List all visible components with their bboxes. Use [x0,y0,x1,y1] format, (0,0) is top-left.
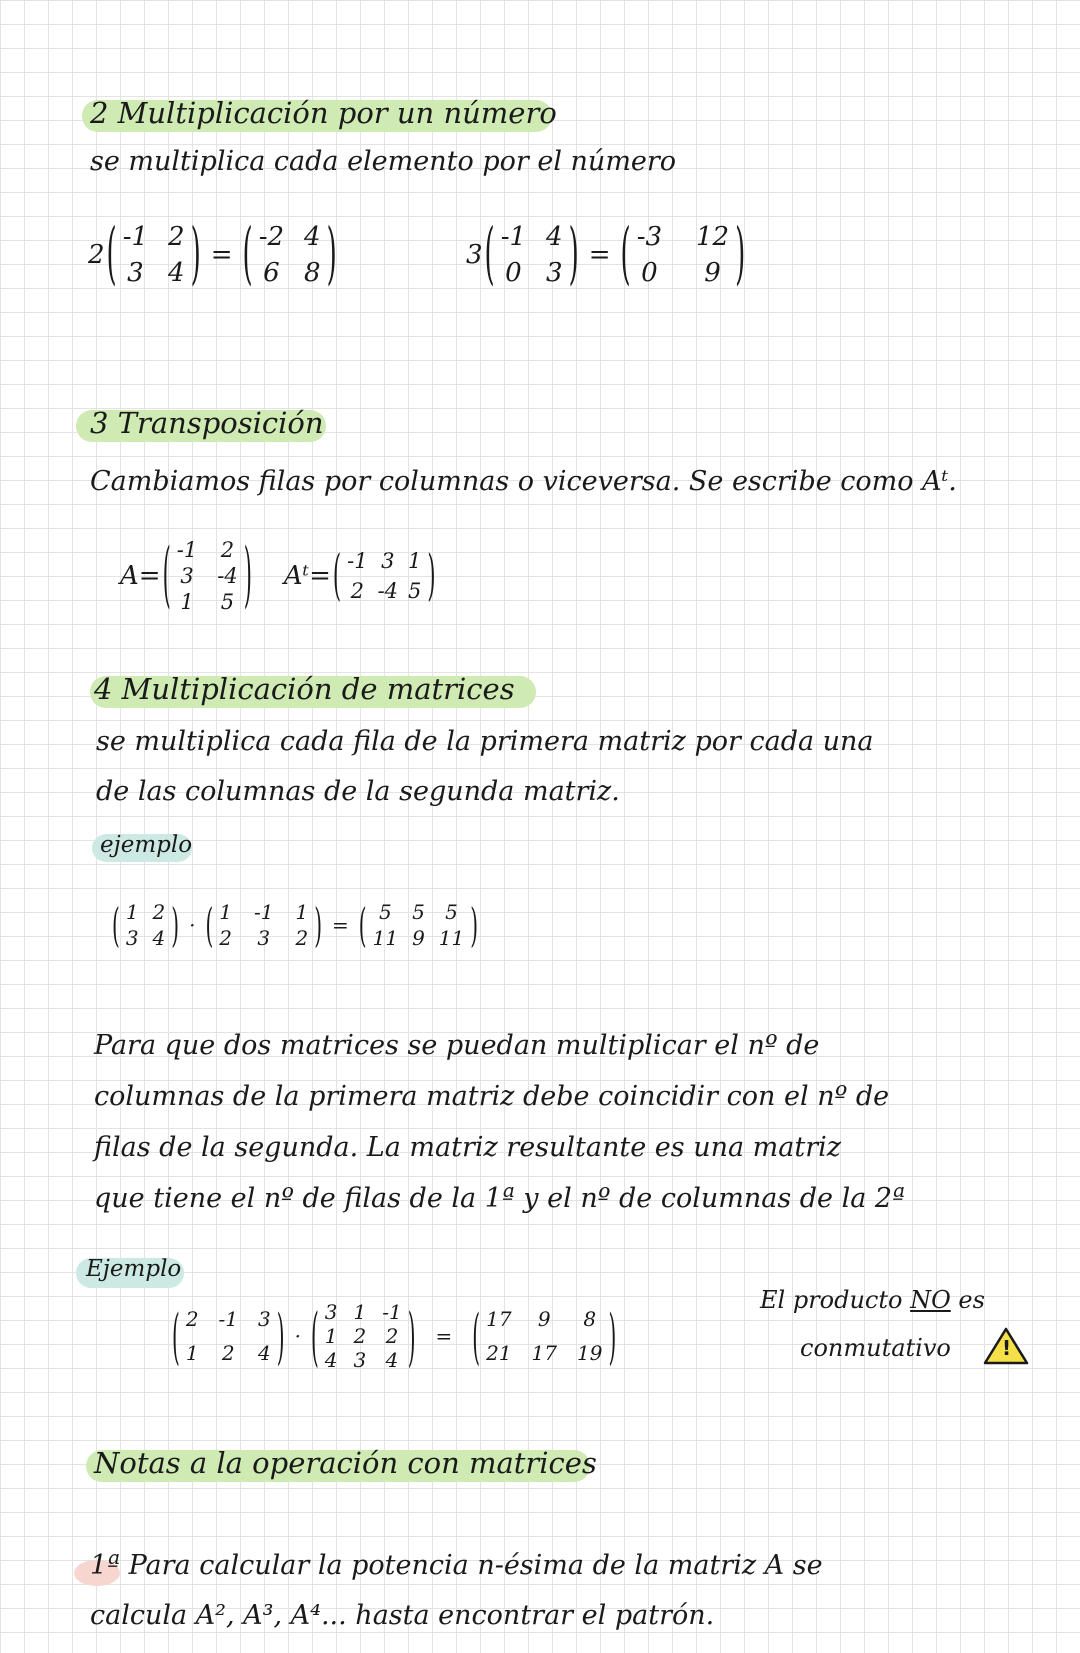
cell: 8 [583,1307,597,1331]
cell: 5 [378,900,392,924]
cell: 11 [372,926,399,950]
scalar: 3 [466,240,483,270]
cell: 2 [219,926,232,950]
close-paren: ) [314,897,323,953]
paragraph-line-3: filas de la segunda. La matriz resultante es una matriz [94,1132,841,1163]
cell: 2 [168,222,185,252]
matrix [126,900,165,950]
open-paren: ( [112,897,120,953]
cell: 5 [220,590,235,614]
section-2-desc: se multiplica cada elemento por el número [90,146,677,177]
section-4-desc-line2: de las columnas de la segunda matriz. [96,776,620,807]
cell: 3 [353,1348,367,1372]
equals: = [435,1324,453,1348]
section-4-title: 4 Multiplicación de matrices [94,672,515,706]
cell: 4 [258,1341,271,1365]
cell: 2 [295,926,309,950]
cell: 2 [385,1324,399,1348]
paragraph-line-1: Para que dos matrices se puedan multiplicar el nº de [94,1030,820,1061]
cell: 11 [438,926,465,950]
matrix-product-example-2 [170,1297,618,1375]
cell: 3 [125,926,139,950]
equals: = [210,240,233,270]
matrix [373,900,465,950]
section-3-desc: Cambiamos filas por columnas o viceversa. Se escribe como Aᵗ. [90,466,957,497]
matrix [123,222,185,288]
matrix [259,222,321,288]
cell: 5 [412,900,425,924]
cell: -1 [347,549,368,573]
cell: 3 [257,926,271,950]
cell: -4 [217,564,238,588]
open-paren: ( [620,216,631,294]
a-label: A= [120,561,161,591]
open-paren: ( [484,216,495,294]
cell: 2 [152,900,166,924]
cell: 3 [381,549,395,573]
close-paren: ) [568,216,579,294]
cell: 2 [220,538,235,562]
cell: 0 [641,258,658,288]
cell: 1 [353,1300,367,1324]
warning-symbol: ! [1002,1336,1012,1360]
example-label: ejemplo [100,832,193,858]
cell: 2 [350,579,365,603]
example-2-label: Ejemplo [86,1256,182,1282]
close-paren: ) [608,1300,617,1372]
cell: 8 [304,258,321,288]
matrix [486,1307,602,1365]
close-paren: ) [276,1300,285,1372]
note-text: El producto [760,1286,911,1314]
cell: 2 [185,1307,199,1331]
matrix-at [347,549,421,603]
cell: 2 [221,1341,235,1365]
close-paren: ) [326,216,337,294]
scalar-example-1 [88,216,339,294]
cell: 4 [168,258,185,288]
matrix-product-example [110,897,480,953]
cell: 17 [531,1341,557,1365]
cell: 21 [486,1341,512,1365]
cell: -1 [254,900,274,924]
open-paren: ( [332,543,342,606]
scalar-example-2 [466,216,747,294]
cell: 4 [324,1348,338,1372]
matrix [501,222,563,288]
cell: 9 [704,258,721,288]
cell: 12 [696,222,730,252]
cell: 5 [408,579,422,603]
open-paren: ( [472,1300,481,1372]
note-line-2: conmutativo [800,1334,951,1362]
notas-item-1-line2: calcula A², A³, A⁴... hasta encontrar el patrón. [90,1600,715,1631]
matrix [186,1307,271,1365]
open-paren: ( [358,897,367,953]
close-paren: ) [171,897,180,953]
open-paren: ( [242,216,253,294]
cell: -2 [258,222,285,252]
cell: 3 [180,564,194,588]
matrix [219,900,308,950]
section-3-title: 3 Transposición [90,406,324,440]
close-paren: ) [735,216,746,294]
cell: 4 [152,926,166,950]
cell: -1 [122,222,149,252]
cell: 1 [185,1341,199,1365]
cell: 3 [546,258,563,288]
cell: 3 [258,1307,271,1331]
cell: -4 [377,579,399,603]
cell: 1 [180,590,194,614]
cell: -1 [500,222,527,252]
note-text: es [950,1286,985,1314]
cell: 1 [295,900,309,924]
open-paren: ( [205,897,214,953]
cell: 1 [324,1324,338,1348]
warning-icon [982,1326,1030,1366]
cell: 3 [127,258,144,288]
close-paren: ) [427,543,436,606]
at-label: Aᵗ= [283,561,331,591]
section-4-desc-line1: se multiplica cada fila de la primera matriz por cada una [96,726,874,757]
close-paren: ) [407,1297,416,1375]
section-2-title: 2 Multiplicación por un número [90,96,557,130]
cell: 17 [486,1307,512,1331]
close-paren: ) [243,533,252,616]
cell: 4 [304,222,321,252]
cell: 9 [412,926,425,950]
cell: 1 [125,900,139,924]
cell: -1 [382,1300,402,1324]
open-paren: ( [172,1300,180,1372]
matrix [325,1300,402,1372]
notas-title: Notas a la operación con matrices [94,1446,597,1480]
cell: 19 [577,1341,603,1365]
cell: 6 [263,258,280,288]
equals: = [588,240,611,270]
dot: · [189,913,196,937]
cell: 1 [408,549,422,573]
note-line-1 [760,1286,985,1314]
cell: 5 [445,900,458,924]
open-paren: ( [310,1297,319,1375]
notas-item-1-line1: 1ª Para calcular la potencia n-ésima de la matriz A se [90,1550,823,1581]
cell: 4 [546,222,563,252]
matrix [637,222,729,288]
cell: 9 [537,1307,551,1331]
cell: 2 [353,1324,367,1348]
cell: 1 [219,900,232,924]
dot: · [294,1324,301,1348]
cell: 4 [385,1348,399,1372]
scalar: 2 [88,240,105,270]
note-emphasis: NO [910,1286,951,1314]
matrix-a [177,538,238,614]
paragraph-line-4: que tiene el nº de filas de la 1ª y el nº de columnas de la 2ª [94,1183,905,1214]
cell: -3 [636,222,663,252]
cell: 3 [324,1300,338,1324]
close-paren: ) [190,216,201,294]
cell: 0 [505,258,522,288]
open-paren: ( [162,533,171,616]
open-paren: ( [106,216,117,294]
cell: -1 [218,1307,239,1331]
close-paren: ) [470,897,479,953]
cell: -1 [176,538,198,562]
transpose-example [120,533,438,616]
equals: = [332,913,349,937]
paragraph-line-2: columnas de la primera matriz debe coincidir con el nº de [94,1081,890,1112]
